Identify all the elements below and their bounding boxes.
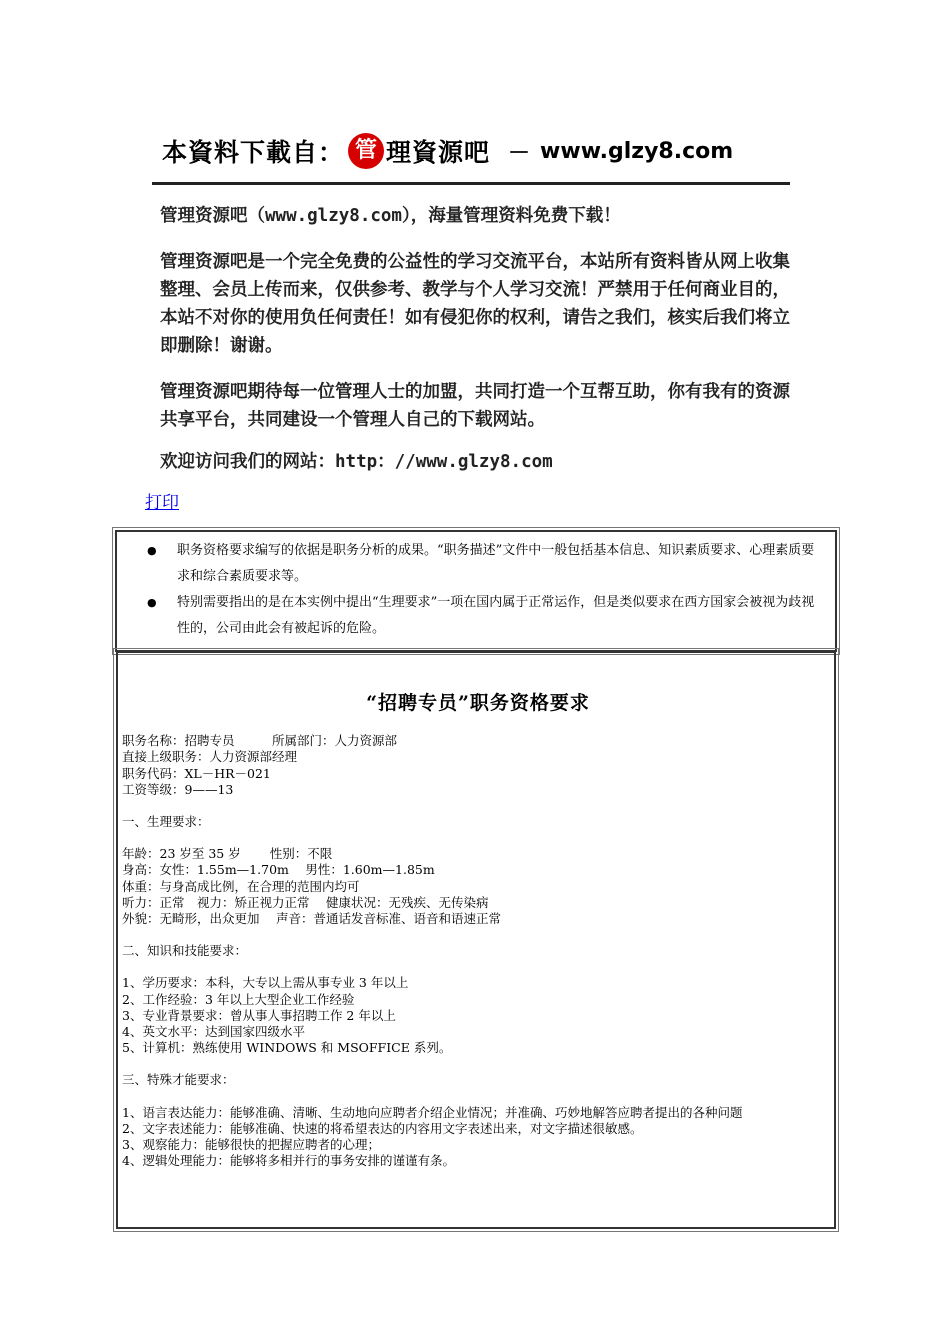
banner-body — [160, 202, 790, 494]
banner-paragraph-2: 管理资源吧是一个完全免费的公益性的学习交流平台，本站所有资料皆从网上收集整理、会员上传而来，仅供参考、教学与个人学习交流！严禁用于任何商业目的，本站不对你的使用负任何责任！如有侵犯你的权利，请告之我们，核实后我们将立即删除！谢谢。 — [160, 252, 790, 356]
talent-line: 1、语言表达能力：能够准确、清晰、生动地向应聘者介绍企业情况；并准确、巧妙地解答应聘者提出的各种问题 — [122, 1104, 743, 1120]
basic-info-line: 职务代码：XL－HR－021 — [122, 765, 271, 781]
basic-info-line: 直接上级职务：人力资源部经理 — [122, 749, 298, 765]
skill-line: 3、专业背景要求：曾从事人事招聘工作 2 年以上 — [122, 1007, 396, 1023]
site-logo-icon: 管 — [348, 133, 384, 169]
notes-list — [147, 538, 827, 642]
bullet-icon: ● — [147, 544, 157, 557]
skill-line: 5、计算机：熟练使用 WINDOWS 和 MSOFFICE 系列。 — [122, 1040, 452, 1056]
skill-line: 1、学历要求：本科，大专以上需从事专业 3 年以上 — [122, 975, 409, 991]
physical-line: 听力：正常 视力：矫正视力正常 健康状况：无残疾、无传染病 — [122, 894, 489, 910]
document-title: “招聘专员”职务资格要求 — [366, 692, 590, 714]
spacer — [122, 959, 834, 975]
notes-box — [115, 530, 837, 652]
section-heading: 二、知识和技能要求： — [122, 943, 248, 959]
banner-title: 本資料下載自： — [162, 138, 345, 167]
banner-header — [162, 128, 792, 174]
print-link[interactable]: 打印 — [145, 493, 179, 513]
banner-divider — [152, 182, 790, 185]
skill-line: 2、工作经验：3 年以上大型企业工作经验 — [122, 991, 355, 1007]
physical-line: 年龄：23 岁至 35 岁 性别：不限 — [122, 846, 333, 862]
spacer — [122, 927, 834, 943]
list-item — [147, 590, 827, 642]
list-item — [147, 538, 827, 590]
talent-line: 2、文字表述能力：能够准确、快速的将希望表达的内容用文字表述出来，对文字描述很敏感。 — [122, 1120, 643, 1136]
basic-info-line: 工资等级：9——13 — [122, 781, 234, 797]
section-heading: 一、生理要求： — [122, 814, 210, 830]
download-banner — [152, 118, 792, 488]
banner-separator: － — [508, 140, 531, 166]
talent-line: 4、逻辑处理能力：能够将多相并行的事务安排的谨谨有条。 — [122, 1153, 455, 1169]
spacer — [122, 830, 834, 846]
talent-line: 3、观察能力：能够很快的把握应聘者的心理； — [122, 1137, 380, 1153]
spacer — [122, 1089, 834, 1105]
basic-info-line: 职务名称：招聘专员 所属部门：人力资源部 — [122, 733, 398, 749]
banner-welcome: 欢迎访问我们的网站：http：//www.glzy8.com — [160, 452, 553, 472]
spacer — [122, 1056, 834, 1072]
job-requirements-box — [116, 651, 836, 1229]
job-requirements-content — [122, 653, 834, 1169]
section-heading: 三、特殊才能要求： — [122, 1072, 235, 1088]
note-text: 职务资格要求编写的依据是职务分析的成果。“职务描述”文件中一般包括基本信息、知识素质要求、心理素质要求和综合素质要求等。 — [177, 543, 815, 584]
physical-line: 体重：与身高成比例，在合理的范围内均可 — [122, 878, 360, 894]
site-logo-text: 理資源吧 — [386, 138, 491, 167]
bullet-icon: ● — [147, 596, 157, 609]
banner-line-1: 管理资源吧（www.glzy8.com），海量管理资料免费下载！ — [160, 206, 621, 226]
physical-line: 外貌：无畸形，出众更加 声音：普通话发音标准、语音和语速正常 — [122, 911, 501, 927]
skill-line: 4、英文水平：达到国家四级水平 — [122, 1024, 305, 1040]
spacer — [122, 798, 834, 814]
banner-paragraph-3: 管理资源吧期待每一位管理人士的加盟，共同打造一个互帮互助，你有我有的资源共享平台，共同建设一个管理人自己的下载网站。 — [160, 382, 790, 430]
banner-url: www.glzy8.com — [540, 138, 734, 164]
note-text: 特别需要指出的是在本实例中提出“生理要求”一项在国内属于正常运作，但是类似要求在西方国家会被视为歧视性的，公司由此会有被起诉的危险。 — [177, 595, 815, 636]
physical-line: 身高：女性：1.55m—1.70m 男性：1.60m—1.85m — [122, 862, 435, 878]
